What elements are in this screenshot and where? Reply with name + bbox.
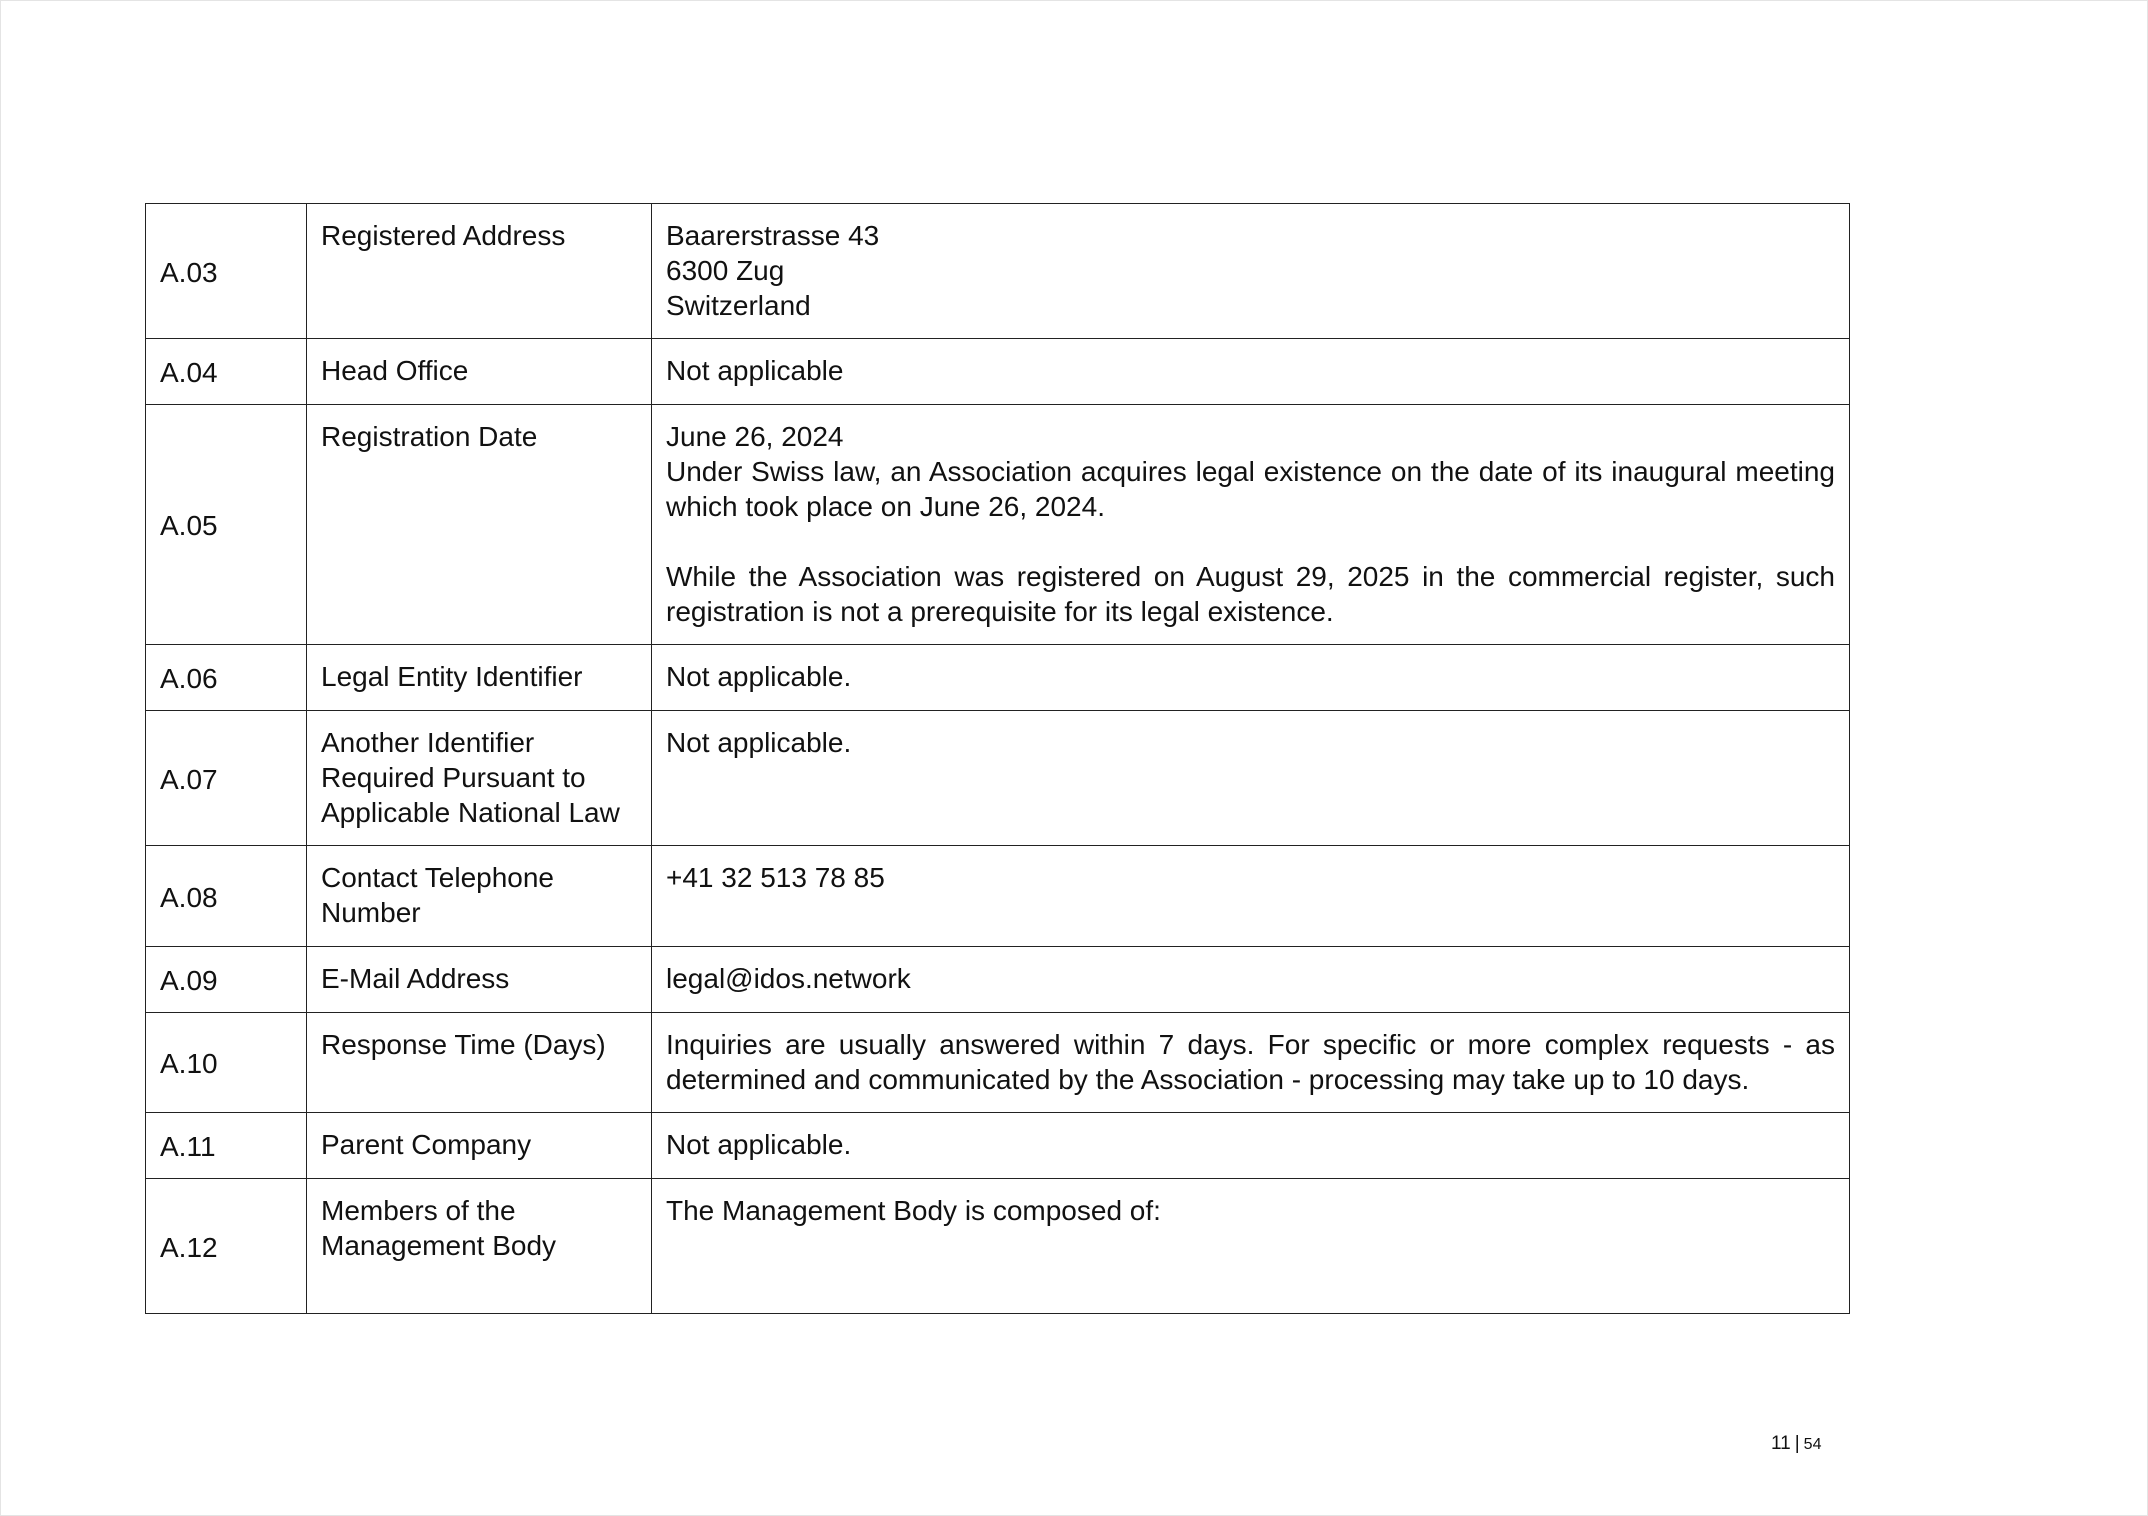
address-street: Baarerstrasse 43 [666, 220, 880, 251]
registration-paragraph-2: While the Association was registered on August 29, 2025 in the commercial register, such registration is not a prerequisite for its legal existence. [666, 561, 1835, 627]
row-value: Not applicable. [652, 645, 1850, 711]
row-value: Inquiries are usually answered within 7 days. For specific or more complex requests - as determined and communicated by the Association - processing may take up to 10 days. [652, 1013, 1850, 1113]
row-value: Not applicable. [652, 1113, 1850, 1179]
page-number [1771, 1433, 1821, 1455]
row-label: E-Mail Address [307, 947, 652, 1013]
total-pages: 54 [1803, 1436, 1822, 1453]
row-code: A.04 [146, 339, 307, 405]
label-line: Management Body [321, 1230, 557, 1261]
table-row [146, 1013, 1850, 1113]
address-city: 6300 Zug [666, 255, 785, 286]
table-row [146, 846, 1850, 947]
row-code: A.06 [146, 645, 307, 711]
label-line: Number [321, 897, 421, 928]
page-separator: | [1794, 1433, 1800, 1454]
row-label: Registered Address [307, 204, 652, 339]
row-label [307, 846, 652, 947]
address-country: Switzerland [666, 290, 811, 321]
row-code: A.07 [146, 711, 307, 846]
row-code: A.09 [146, 947, 307, 1013]
label-line: Contact Telephone [321, 862, 554, 893]
row-value [652, 405, 1850, 645]
row-label [307, 1179, 652, 1314]
label-line: Applicable National Law [321, 797, 620, 828]
row-value: Not applicable. [652, 711, 1850, 846]
row-code: A.08 [146, 846, 307, 947]
row-value: +41 32 513 78 85 [652, 846, 1850, 947]
row-label: Head Office [307, 339, 652, 405]
current-page: 11 [1771, 1433, 1791, 1454]
row-value: Not applicable [652, 339, 1850, 405]
row-label: Registration Date [307, 405, 652, 645]
row-label: Legal Entity Identifier [307, 645, 652, 711]
row-code: A.11 [146, 1113, 307, 1179]
row-value: legal@idos.network [652, 947, 1850, 1013]
registration-paragraph-1: Under Swiss law, an Association acquires legal existence on the date of its inaugural meeting which took place on June 26, 2024. [666, 456, 1835, 522]
table-row [146, 711, 1850, 846]
table-row [146, 204, 1850, 339]
label-line: Another Identifier [321, 727, 535, 758]
paragraph-gap [666, 524, 1835, 559]
registration-info-table [145, 203, 1850, 1314]
row-label [307, 711, 652, 846]
row-code: A.12 [146, 1179, 307, 1314]
row-code: A.10 [146, 1013, 307, 1113]
table-row [146, 1113, 1850, 1179]
row-code: A.05 [146, 405, 307, 645]
row-label: Response Time (Days) [307, 1013, 652, 1113]
label-line: Required Pursuant to [321, 762, 586, 793]
row-value: The Management Body is composed of: [652, 1179, 1850, 1314]
row-value [652, 204, 1850, 339]
registration-date: June 26, 2024 [666, 421, 844, 452]
table-row [146, 405, 1850, 645]
label-line: Members of the [321, 1195, 516, 1226]
table-row [146, 1179, 1850, 1314]
row-code: A.03 [146, 204, 307, 339]
table-row [146, 645, 1850, 711]
table-row [146, 947, 1850, 1013]
table-row [146, 339, 1850, 405]
row-label: Parent Company [307, 1113, 652, 1179]
